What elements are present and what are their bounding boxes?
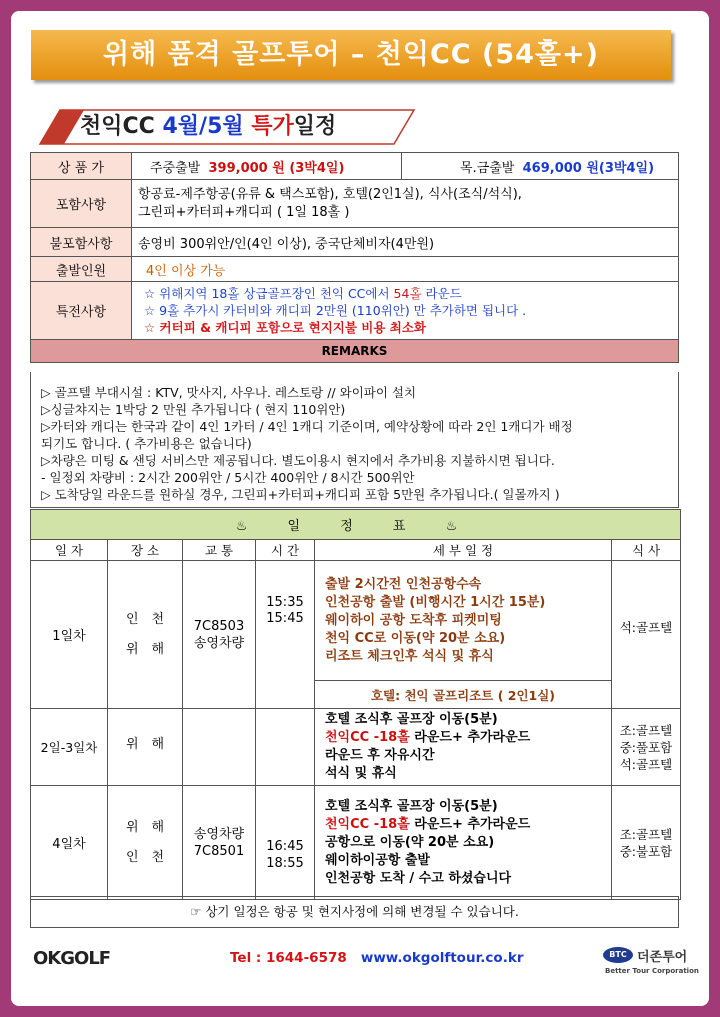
day4-place-1: 위 해: [125, 819, 165, 835]
header-day: 일 자: [31, 540, 108, 561]
weekend-label: 목.금출발: [460, 160, 515, 176]
day1-time-1: 15:35: [266, 595, 304, 610]
day2-detail: 라운드 후 자유시간: [325, 748, 435, 763]
weekday-price-cell: [132, 153, 402, 180]
excluded-row: [31, 228, 679, 257]
day2-meals: [612, 709, 681, 786]
day1-time: [256, 561, 315, 709]
day4-transport-2: 7C8501: [193, 843, 245, 859]
day4-detail: 호텔 조식후 골프장 이동(5분): [325, 798, 498, 814]
title-banner: [31, 30, 671, 80]
day1-place: [108, 561, 183, 709]
header-transport: 교 통: [183, 540, 256, 561]
schedule-header-row: [31, 540, 681, 561]
day1-row: [31, 561, 681, 681]
people-label: 출발인원: [31, 257, 132, 282]
day4-place: [108, 786, 183, 900]
weekend-price: 469,000 원(3박4일): [522, 160, 655, 176]
included-row: [31, 180, 679, 228]
day4-detail: 인천공항 도착 / 수고 하셨습니다: [325, 870, 512, 886]
day2-detail: [325, 729, 610, 747]
remark-line: ▷싱글챠지는 1박당 2 만원 추가됩니다 ( 현지 110위안): [41, 402, 346, 417]
day2-course: 천익CC -18홀: [325, 730, 410, 745]
day1-transport-2: 송영차량: [193, 635, 245, 651]
day4-detail: [325, 816, 610, 834]
schedule-band: ♨ 일 정 표 ♨: [31, 510, 681, 540]
contact-info: [230, 950, 523, 966]
okgolf-logo: OKGOLF: [33, 948, 111, 969]
special-1c: 라운드: [421, 286, 462, 301]
special-1a: ☆ 위해지역 18홀 상급골프장인 천익 CC에서: [144, 286, 394, 301]
subtitle-prefix: 천익CC: [80, 114, 163, 139]
day1-details: [315, 561, 612, 681]
weekday-label: 주중출발: [150, 160, 201, 176]
day1-meal: 석:골프텔: [612, 561, 681, 709]
header-time: 시 간: [256, 540, 315, 561]
day4-transport-1: 송영차량: [193, 826, 245, 842]
included-line-1: 항공료-제주항공(유류 & 택스포함), 호텔(2인1실), 식사(조식/석식),: [138, 186, 522, 202]
day4-round: 라운드+ 추가라운드: [409, 816, 531, 832]
remark-line: ▷ 골프텔 부대시설 : KTV, 맛사지, 사우나. 레스토랑 // 와이파이 설치: [41, 385, 417, 400]
day4-details: [315, 786, 612, 900]
remark-line: ▷카터와 캐디는 한국과 같이 4인 1카터 / 4인 1캐디 기준이며, 예약상황에 따라 2인 1캐디가 배정: [41, 419, 573, 434]
day1-place-1: 인 천: [125, 611, 165, 627]
price-label: 상 품 가: [31, 153, 132, 180]
weekend-price-cell: [402, 153, 679, 180]
weekday-price: 399,000 원 (3박4일): [208, 160, 345, 176]
schedule-table: [30, 509, 681, 900]
day4-meal: 조:골프텔: [619, 826, 673, 842]
day2-day: 2일-3일차: [31, 709, 108, 786]
subtitle-box: [38, 108, 416, 146]
btc-name: 더존투어: [637, 950, 688, 965]
btc-logo: [603, 945, 699, 979]
special-line-1: [144, 285, 672, 302]
day1-time-2: 15:45: [266, 611, 304, 626]
special-line-3: ☆ 커터피 & 캐디피 포함으로 현지지불 비용 최소화: [144, 320, 426, 335]
day2-transport: [183, 709, 256, 786]
day2-row: [31, 709, 681, 786]
day1-detail: 인천공항 출발 (비행시간 1시간 15분): [325, 594, 546, 610]
subtitle-months: 4월/5월: [162, 114, 244, 139]
day1-hotel: 호텔: 천익 골프리조트 ( 2인1실): [315, 681, 612, 709]
day1-detail: 천익 CC로 이동(약 20분 소요): [325, 630, 506, 646]
day1-detail: 웨이하이 공항 도착후 피켓미팅: [325, 612, 502, 628]
day1-day: 1일차: [31, 561, 108, 709]
subtitle-text: [80, 112, 336, 142]
day2-details: [315, 709, 612, 786]
day2-detail: 석식 및 휴식: [325, 766, 397, 781]
day2-time: [256, 709, 315, 786]
day2-round: 라운드+ 추가라운드: [409, 730, 531, 745]
day4-detail: 웨이하이공항 출발: [325, 852, 430, 868]
day2-detail: 호텔 조식후 골프장 이동(5분): [325, 712, 498, 727]
day1-transport: [183, 561, 256, 709]
header-meal: 식 사: [612, 540, 681, 561]
subtitle-suffix: 일정: [293, 114, 337, 139]
remark-line: - 일정외 차량비 : 2시간 200위안 / 5시간 400위안 / 8시간 500위안: [41, 470, 415, 485]
day4-time-1: 16:45: [266, 839, 304, 854]
remarks-box: [30, 372, 679, 508]
remark-line: ▷차량은 미팅 & 샌딩 서비스만 제공됩니다. 별도이용시 현지에서 추가비용 지불하시면 됩니다.: [41, 453, 555, 468]
website-link[interactable]: www.okgolftour.co.kr: [360, 950, 524, 966]
special-label: 특전사항: [31, 282, 132, 340]
day2-place: 위 해: [108, 709, 183, 786]
day2-meal: 조:골프텔: [619, 722, 673, 738]
day4-time: [256, 786, 315, 900]
day4-course: 천익CC -18홀: [325, 816, 410, 832]
day1-detail: 리조트 체크인후 석식 및 휴식: [325, 648, 494, 664]
day4-detail: 공항으로 이동(약 20분 소요): [325, 834, 495, 850]
special-line-2: ☆ 9홀 추가시 카터비와 캐디피 2만원 (110위안) 만 추가하면 됩니다 .: [144, 303, 527, 318]
included-label: 포함사항: [31, 180, 132, 228]
schedule-band-row: [31, 510, 681, 540]
day2-meal: 석:골프텔: [619, 756, 673, 772]
people-row: [31, 257, 679, 282]
day4-day: 4일차: [31, 786, 108, 900]
price-row: [31, 153, 679, 180]
day4-meal: 중:불포함: [619, 843, 673, 859]
header-place: 장 소: [108, 540, 183, 561]
page-title: 위해 품격 골프투어 – 천익CC (54홀+): [103, 39, 599, 70]
day4-time-2: 18:55: [266, 856, 304, 871]
day1-place-2: 위 해: [125, 641, 165, 657]
excluded-value: 송영비 300위안/인(4인 이상), 중국단체비자(4만원): [132, 228, 679, 257]
day1-transport-1: 7C8503: [193, 618, 245, 634]
phone-number: Tel : 1644-6578: [230, 950, 347, 966]
btc-subtitle: Better Tour Corporation: [605, 967, 699, 975]
day2-meal: 중:풀포함: [619, 739, 673, 755]
special-1b: 54홀: [393, 286, 422, 301]
people-value: 4인 이상 가능: [132, 257, 679, 282]
day4-transport: [183, 786, 256, 900]
header-detail: 세 부 일 정: [315, 540, 612, 561]
subtitle-special: 특가: [243, 114, 294, 139]
included-cell: [132, 180, 679, 228]
special-cell: [132, 282, 679, 340]
special-row: [31, 282, 679, 340]
day4-meals: [612, 786, 681, 900]
day4-row: [31, 786, 681, 900]
remark-line: 되기도 합니다. ( 추가비용은 없습니다): [41, 436, 252, 451]
remarks-heading: REMARKS: [31, 340, 679, 363]
info-table: [30, 152, 679, 363]
remark-line: ▷ 도착당일 라운드를 원하실 경우, 그린피+카터피+캐디피 포함 5만원 추가됩니다.( 일몰까지 ): [41, 487, 560, 502]
btc-badge: BTC: [603, 947, 633, 963]
day1-detail: 출발 2시간전 인천공항수속: [325, 576, 482, 592]
remarks-heading-row: [31, 340, 679, 363]
footer-note: ☞ 상기 일정은 항공 및 현지사정에 의해 변경될 수 있습니다.: [30, 896, 679, 928]
day4-place-2: 인 천: [125, 849, 165, 865]
excluded-label: 불포함사항: [31, 228, 132, 257]
included-line-2: 그린피+카터피+캐디피 ( 1일 18홀 ): [138, 204, 350, 220]
